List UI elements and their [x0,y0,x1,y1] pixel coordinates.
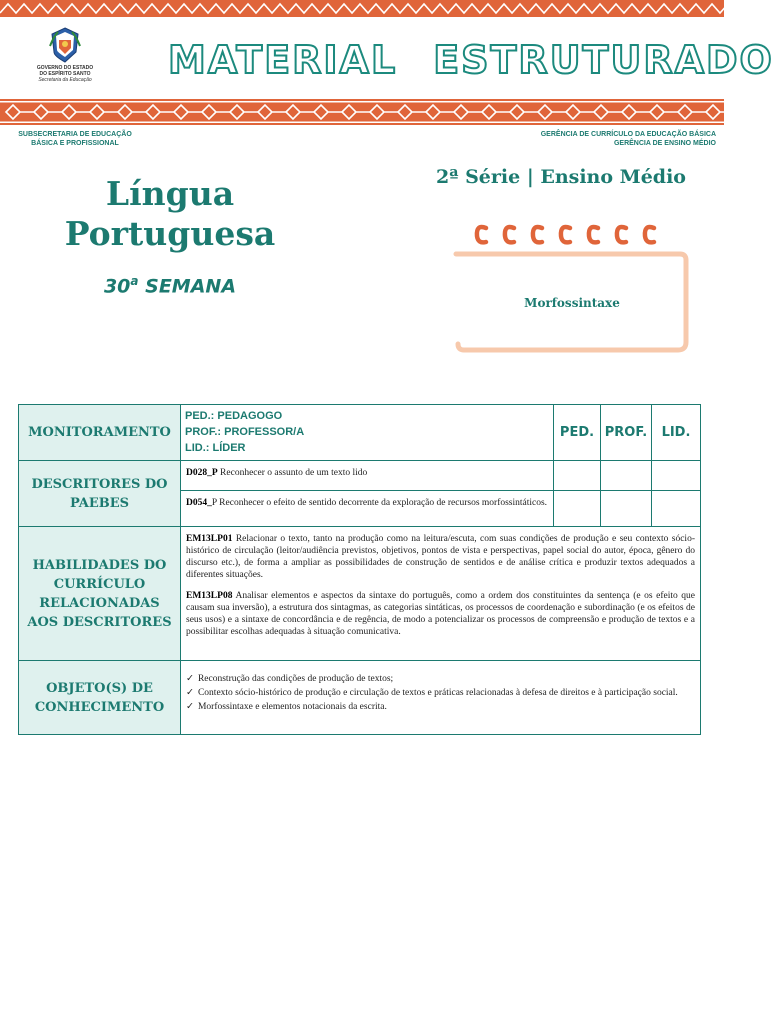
skill-em13lp08: EM13LP08 Analisar elementos e aspectos da sintaxe do português, como a ordem dos constituintes da sentença (e os efeito que causam sua inversão), a estrutura dos sintagmas, as categorias sintáticas, os processos de coordenação e subordinação (e os efeitos de seus usos) e a sintaxe de concordância e de regência, de modo a potencializar os processos de compreensão e produção de textos e a possibilitar escolhas adequadas à situação comunicativa. [186,591,695,637]
top-decorative-band [0,0,724,17]
check-cell-ped-d028[interactable] [554,461,601,491]
middle-decorative-band [0,99,724,125]
check-cell-lid-d054[interactable] [652,491,701,527]
title-word-estruturado: ESTRUTURADO [433,38,774,82]
descriptor-d054: D054_P Reconhecer o efeito de sentido decorrente da exploração de recursos morfossintáticos. [181,491,554,527]
notebook-ring [533,227,542,242]
check-cell-prof-d054[interactable] [601,491,652,527]
check-icon: ✓ [186,674,194,684]
government-logo [30,26,100,83]
notebook-icon [452,214,692,356]
habilidades-label: HABILIDADES DO CURRÍCULO RELACIONADAS AOS DESCRITORES [19,527,181,661]
objeto-item: ✓ Morfossintaxe e elementos notacionais da escrita. [186,702,387,712]
monitoramento-label: MONITORAMENTO [19,405,181,461]
subsecretaria-label: SUBSECRETARIA DE EDUCAÇÃO BÁSICA E PROFISSIONAL [18,131,132,147]
objeto-item: ✓ Reconstrução das condições de produção de textos; [186,674,394,684]
objetos-content [181,661,701,735]
descriptor-d028: D028_P Reconhecer o assunto de um texto lido [181,461,554,491]
notebook-ring [589,227,598,242]
prof-column-header: PROF. [601,405,652,461]
descritores-label: DESCRITORES DO PAEBES [19,461,181,527]
objetos-label: OBJETO(S) DE CONHECIMENTO [19,661,181,735]
notebook-ring [617,227,626,242]
page-title [168,38,774,82]
topic-label: Morfossintaxe [524,296,620,310]
logo-government-text: GOVERNO DO ESTADO DO ESPÍRITO SANTO [36,65,94,77]
subject-title: Língua Portuguesa [64,174,276,253]
planning-table [18,404,701,735]
gerencia-label: GERÊNCIA DE CURRÍCULO DA EDUCAÇÃO BÁSICA GERÊNCIA DE ENSINO MÉDIO [540,131,716,147]
check-icon: ✓ [186,688,194,698]
logo-secretaria-text: Secretaria da Educação [38,77,92,83]
series-label: 2ª Série | Ensino Médio [436,166,686,188]
check-cell-lid-d028[interactable] [652,461,701,491]
notebook-ring [505,227,514,242]
habilidades-content [181,527,701,661]
notebook-ring [561,227,570,242]
skill-em13lp01: EM13LP01 Relacionar o texto, tanto na produção como na leitura/escuta, com suas condições de produção e seu contexto sócio-histórico de circulação (leitor/audiência previstos, objetivos, pontos de vista e perspectivas, papel social do autor, época, gênero do discurso etc.), de forma a ampliar as possibilidades de construção de sentidos e de análise crítica e produzir textos adequados a diferentes situações. [186,534,695,580]
check-cell-prof-d028[interactable] [601,461,652,491]
lid-column-header: LID. [652,405,701,461]
notebook-ring [477,227,486,242]
objeto-item: ✓ Contexto sócio-histórico de produção e circulação de textos e práticas relacionadas à defesa de direitos e à participação social. [186,688,678,698]
check-cell-ped-d054[interactable] [554,491,601,527]
monitoramento-roles: PED.: PEDAGOGO PROF.: PROFESSOR/A LID.: LÍDER [181,405,554,461]
title-word-material: MATERIAL [168,38,398,82]
coat-of-arms-icon [48,26,82,64]
check-icon: ✓ [186,702,194,712]
notebook-ring [645,227,654,242]
ped-column-header: PED. [554,405,601,461]
week-label: 30$^a$ SEMANA [103,274,237,298]
